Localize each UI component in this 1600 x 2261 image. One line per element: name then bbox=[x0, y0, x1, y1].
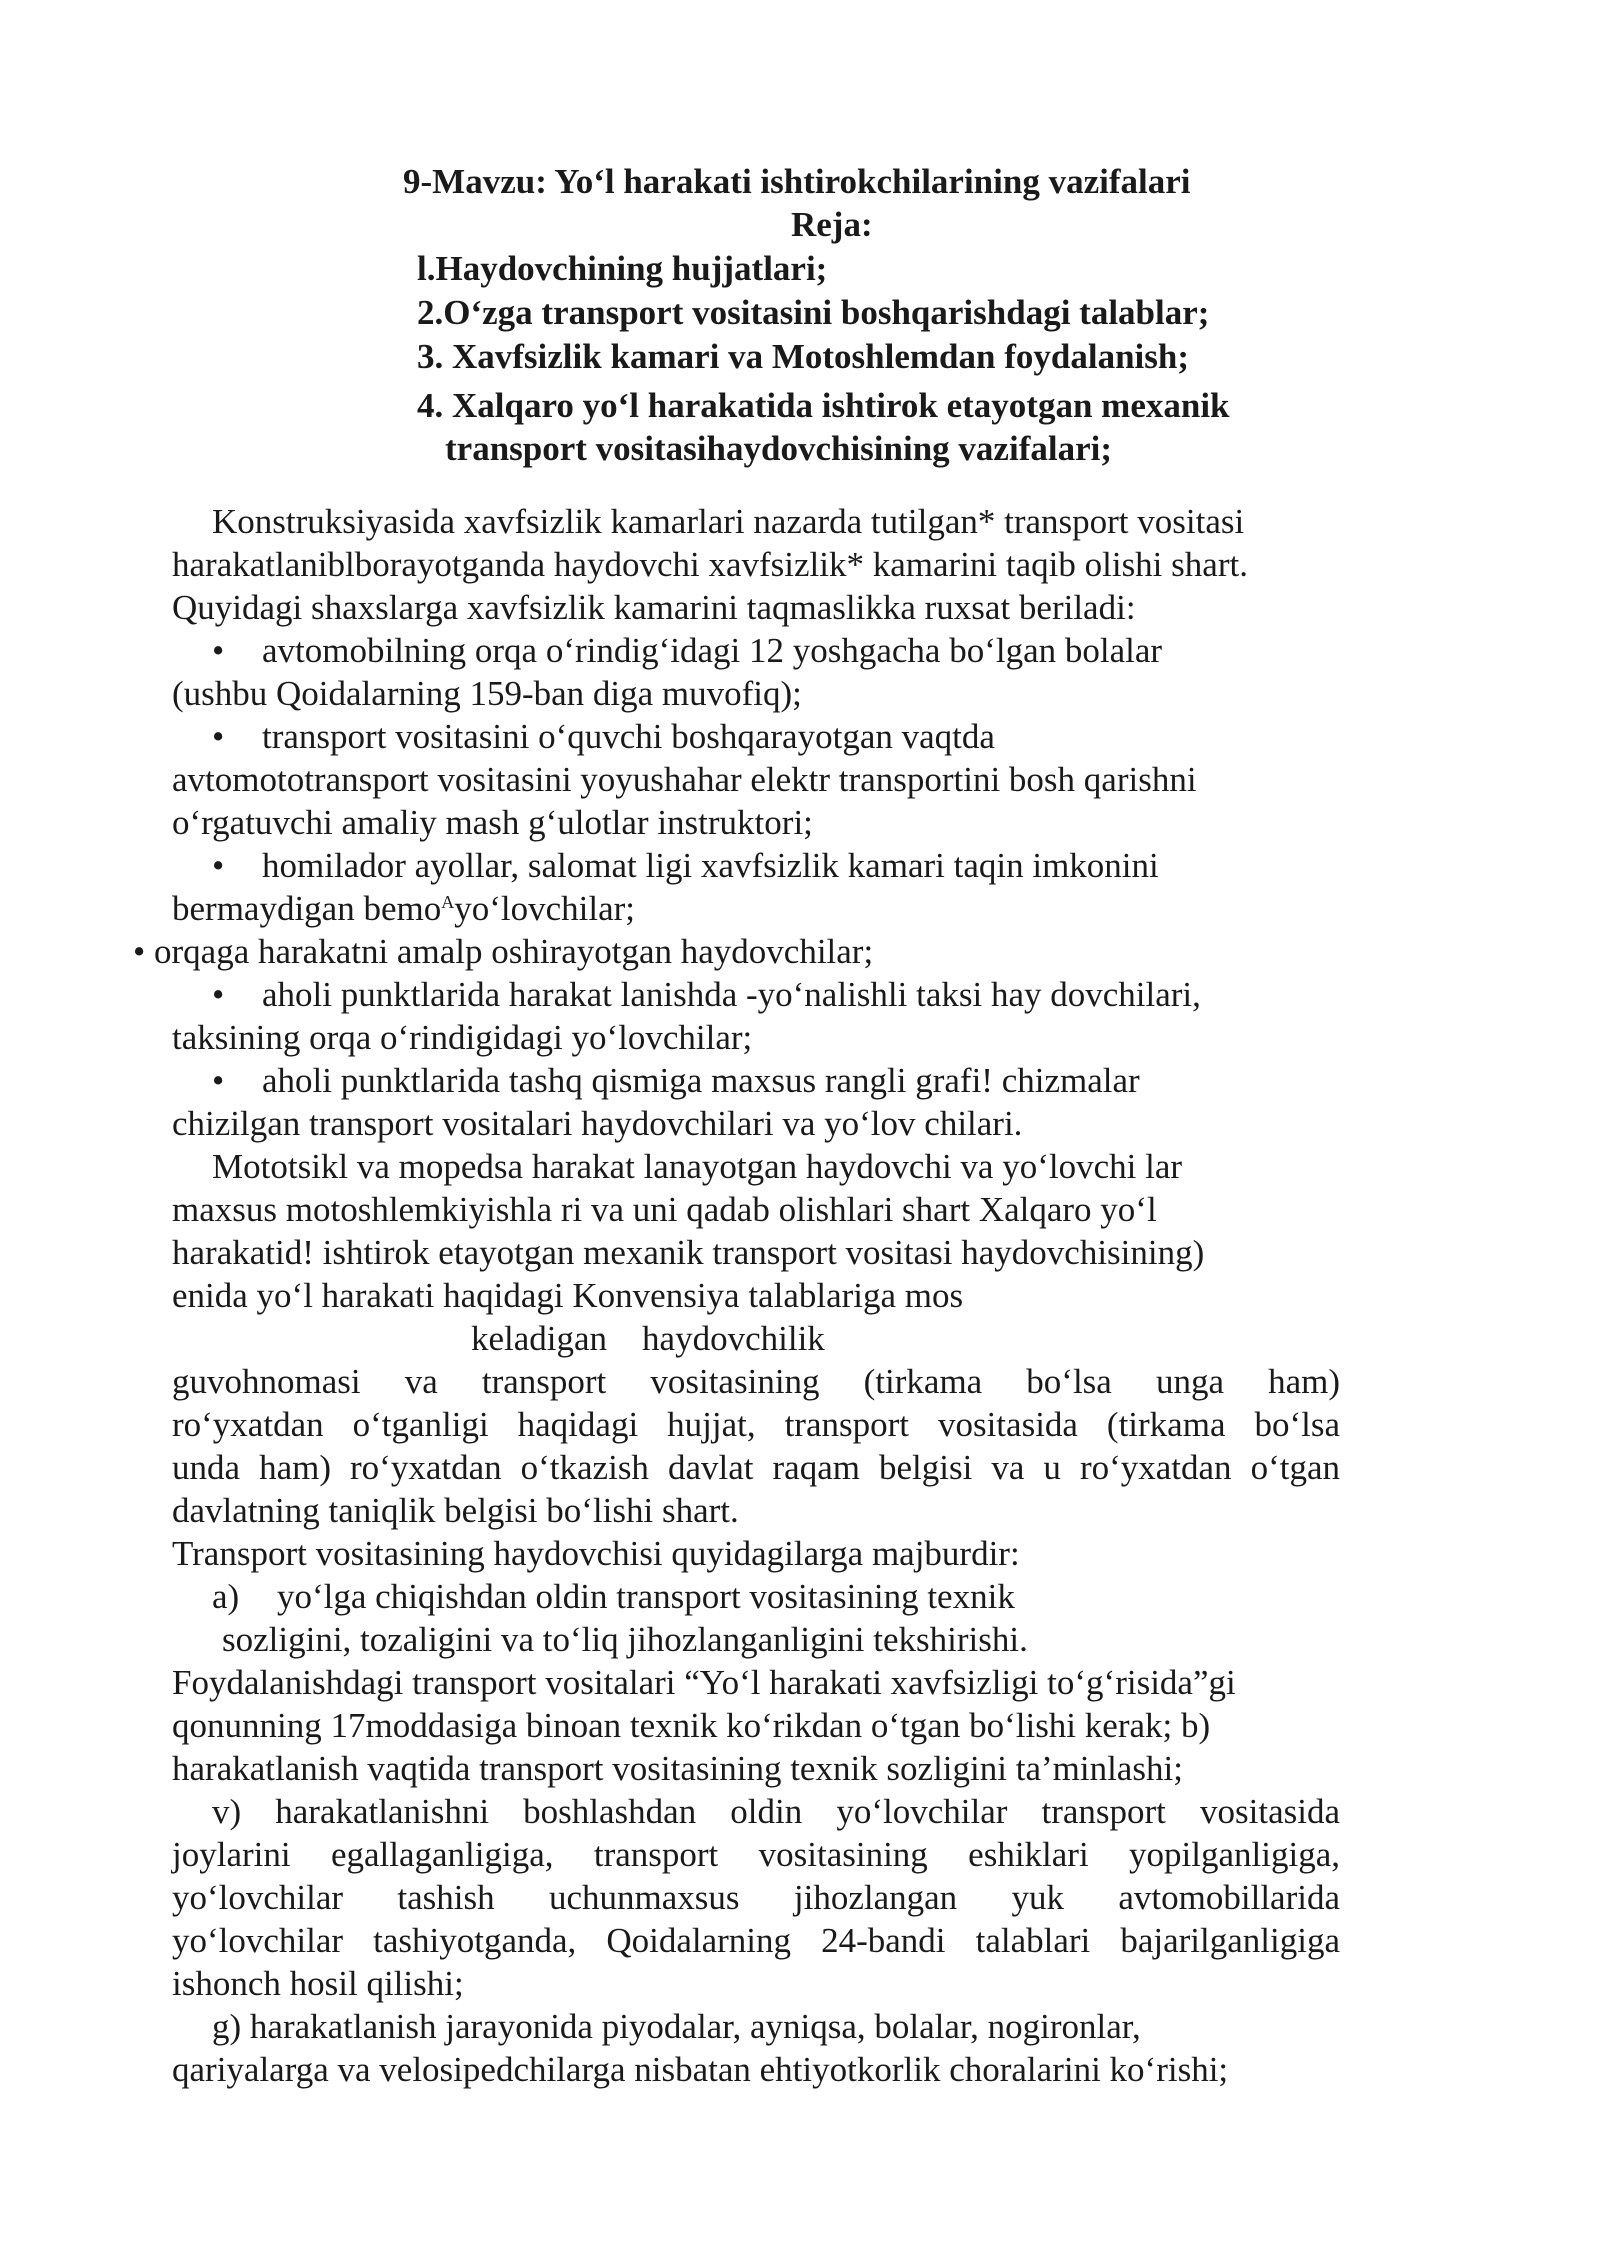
body-line: keladigan haydovchilik bbox=[471, 1319, 825, 1358]
body-line: harakatlaniblborayotganda haydovchi xavfsizlik* kamarini taqib olishi shart. bbox=[172, 545, 1248, 584]
body-line: (ushbu Qoidalarning 159-ban diga muvofiq); bbox=[172, 674, 802, 713]
bullet-marker: • bbox=[212, 717, 225, 756]
body-line: ro‘yxatdan o‘tganligi haqidagi hujjat, transport vositasida (tirkama bo‘lsa bbox=[172, 1405, 1340, 1444]
body-text: yo‘lovchilar; bbox=[454, 889, 635, 928]
body-line: g) harakatlanish jarayonida piyodalar, ayniqsa, bolalar, nogironlar, bbox=[212, 2007, 1141, 2046]
body-line: o‘rgatuvchi amaliy mash g‘ulotlar instruktori; bbox=[172, 803, 813, 842]
body-line: chizilgan transport vositalari haydovchilari va yo‘lov chilari. bbox=[172, 1104, 1023, 1143]
plan-item: 3. Xavfsizlik kamari va Motoshlemdan foydalanish; bbox=[417, 337, 1189, 376]
bullet-item: aholi punktlarida harakat lanishda -yo‘nalishli taksi hay dovchilari, bbox=[262, 975, 1201, 1014]
body-line: guvohnomasi va transport vositasining (tirkama bo‘lsa unga ham) bbox=[172, 1362, 1340, 1401]
body-line: Quyidagi shaxslarga xavfsizlik kamarini taqmaslikka ruxsat beriladi: bbox=[172, 588, 1136, 627]
bullet-item: • orqaga harakatni amalp oshirayotgan haydovchilar; bbox=[133, 932, 874, 971]
body-line: qonunning 17moddasiga binoan texnik ko‘rikdan o‘tgan bo‘lishi kerak; b) bbox=[172, 1706, 1211, 1745]
body-line: yo‘lovchilar tashish uchunmaxsus jihozlangan yuk avtomobillarida bbox=[172, 1878, 1340, 1917]
body-text: bermaydigan bemo bbox=[172, 889, 442, 928]
plan-item: 2.O‘zga transport vositasini boshqarishdagi talablar; bbox=[417, 293, 1210, 332]
bullet-marker: • bbox=[212, 975, 225, 1014]
bullet-item: transport vositasini o‘quvchi boshqarayotgan vaqtda bbox=[262, 717, 995, 756]
page-title: 9-Mavzu: Yo‘l harakati ishtirokchilarining vazifalari bbox=[403, 162, 1191, 201]
body-line: yo‘lovchilar tashiyotganda, Qoidalarning 24-bandi talablari bajarilganligiga bbox=[172, 1921, 1340, 1960]
plan-item: 4. Xalqaro yo‘l harakatida ishtirok etayotgan mexanik bbox=[417, 386, 1230, 425]
body-line: harakatlanish vaqtida transport vositasining texnik sozligini ta’minlashi; bbox=[172, 1749, 1183, 1788]
superscript: A bbox=[441, 892, 455, 912]
body-line: Foydalanishdagi transport vositalari “Yo‘l harakati xavfsizligi to‘g‘risida”gi bbox=[172, 1663, 1236, 1702]
body-line: unda ham) ro‘yxatdan o‘tkazish davlat raqam belgisi va u ro‘yxatdan o‘tgan bbox=[172, 1448, 1340, 1487]
body-line: Transport vositasining haydovchisi quyidagilarga majburdir: bbox=[172, 1534, 1020, 1573]
bullet-marker: • bbox=[212, 631, 225, 670]
bullet-item: homilador ayollar, salomat ligi xavfsizlik kamari taqin imkonini bbox=[262, 846, 1159, 885]
plan-item: l.Haydovchining hujjatlari; bbox=[417, 249, 828, 288]
body-line: Konstruksiyasida xavfsizlik kamarlari nazarda tutilgan* transport vositasi bbox=[212, 502, 1245, 541]
body-line bbox=[172, 887, 635, 930]
bullet-marker: • bbox=[212, 846, 225, 885]
body-line: davlatning taniqlik belgisi bo‘lishi shart. bbox=[172, 1491, 739, 1530]
list-item: yo‘lga chiqishdan oldin transport vositasining texnik bbox=[277, 1577, 1015, 1616]
plan-label: Reja: bbox=[791, 205, 873, 244]
bullet-item: aholi punktlarida tashq qismiga maxsus rangli grafi! chizmalar bbox=[262, 1061, 1140, 1100]
bullet-marker: • bbox=[212, 1061, 225, 1100]
body-line: harakatid! ishtirok etayotgan mexanik transport vositasi haydovchisining) bbox=[172, 1233, 1205, 1272]
body-line: maxsus motoshlemkiyishla ri va uni qadab olishlari shart Xalqaro yo‘l bbox=[172, 1190, 1157, 1229]
body-line: joylarini egallaganligiga, transport vositasining eshiklari yopilganligiga, bbox=[172, 1835, 1340, 1874]
body-line: qariyalarga va velosipedchilarga nisbatan ehtiyotkorlik choralarini ko‘rishi; bbox=[172, 2050, 1229, 2089]
body-line: taksining orqa o‘rindigidagi yo‘lovchilar; bbox=[172, 1018, 753, 1057]
list-marker: a) bbox=[212, 1577, 240, 1616]
body-line: ishonch hosil qilishi; bbox=[172, 1964, 464, 2003]
body-line: Mototsikl va mopedsa harakat lanayotgan haydovchi va yo‘lovchi lar bbox=[212, 1147, 1183, 1186]
body-line: avtomototransport vositasini yoyushahar elektr transportini bosh qarishni bbox=[172, 760, 1197, 799]
body-line: sozligini, tozaligini va to‘liq jihozlanganligini tekshirishi. bbox=[222, 1620, 1028, 1659]
body-line: v) harakatlanishni boshlashdan oldin yo‘lovchilar transport vositasida bbox=[212, 1792, 1340, 1831]
body-line: enida yo‘l harakati haqidagi Konvensiya talablariga mos bbox=[172, 1276, 964, 1315]
plan-item: transport vositasihaydovchisining vazifalari; bbox=[445, 429, 1112, 468]
bullet-item: avtomobilning orqa o‘rindig‘idagi 12 yoshgacha bo‘lgan bolalar bbox=[262, 631, 1163, 670]
